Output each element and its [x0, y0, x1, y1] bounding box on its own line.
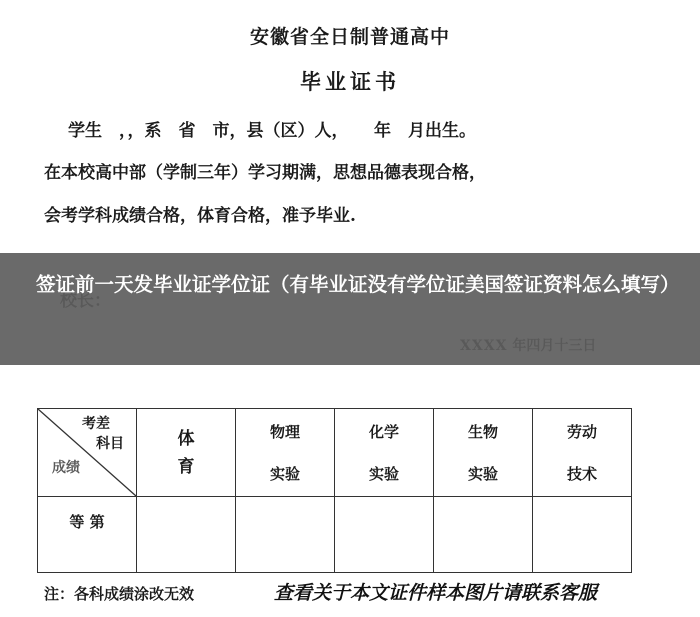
grades-row [38, 497, 632, 573]
column-header-line: 技术 [566, 464, 597, 483]
grade-cell [137, 497, 236, 573]
student-info-line: 学生 ，，系 省 市，县（区）人， 年 月出生。 [68, 121, 476, 141]
grade-cell [434, 497, 533, 573]
column-header-pe [137, 409, 236, 497]
row-label: 等 第 [38, 497, 137, 573]
study-info-line: 在本校高中部（学制三年）学习期满，思想品德表现合格， [44, 163, 486, 183]
certificate-title: 毕业证书 [300, 69, 400, 94]
footer-note: 注：各科成绩涂改无效 [44, 585, 195, 603]
grade-cell [236, 497, 335, 573]
header-subject: 科目 [96, 436, 124, 452]
column-header-labor [533, 409, 632, 497]
column-header-line: 实验 [368, 464, 399, 483]
column-header-biology [434, 409, 533, 497]
school-name: 安徽省全日制普通高中 [249, 26, 450, 48]
column-header-physics [236, 409, 335, 497]
graduation-info-line: 会考学科成绩合格，体育合格，准予毕业. [44, 206, 356, 226]
column-header-line: 育 [177, 456, 195, 477]
header-score: 成绩 [52, 460, 80, 476]
article-title[interactable]: 签证前一天发毕业证学位证（有毕业证没有学位证美国签证资料怎么填写） [36, 273, 680, 296]
grades-table [37, 408, 632, 573]
column-header-line: 化学 [368, 422, 399, 441]
header-exam: 考差 [82, 416, 110, 432]
column-header-chemistry [335, 409, 434, 497]
column-header-line: 实验 [269, 464, 300, 483]
contact-watermark: 查看关于本文证件样本图片请联系客服 [274, 582, 598, 604]
column-header-line: 实验 [467, 464, 498, 483]
grade-cell [335, 497, 434, 573]
grades-header-row [38, 409, 632, 497]
diagonal-header-cell [38, 409, 137, 497]
column-header-line: 体 [177, 428, 195, 449]
column-header-line: 劳动 [566, 422, 597, 441]
column-header-line: 物理 [269, 422, 300, 441]
grade-cell [533, 497, 632, 573]
column-header-line: 生物 [467, 422, 498, 441]
